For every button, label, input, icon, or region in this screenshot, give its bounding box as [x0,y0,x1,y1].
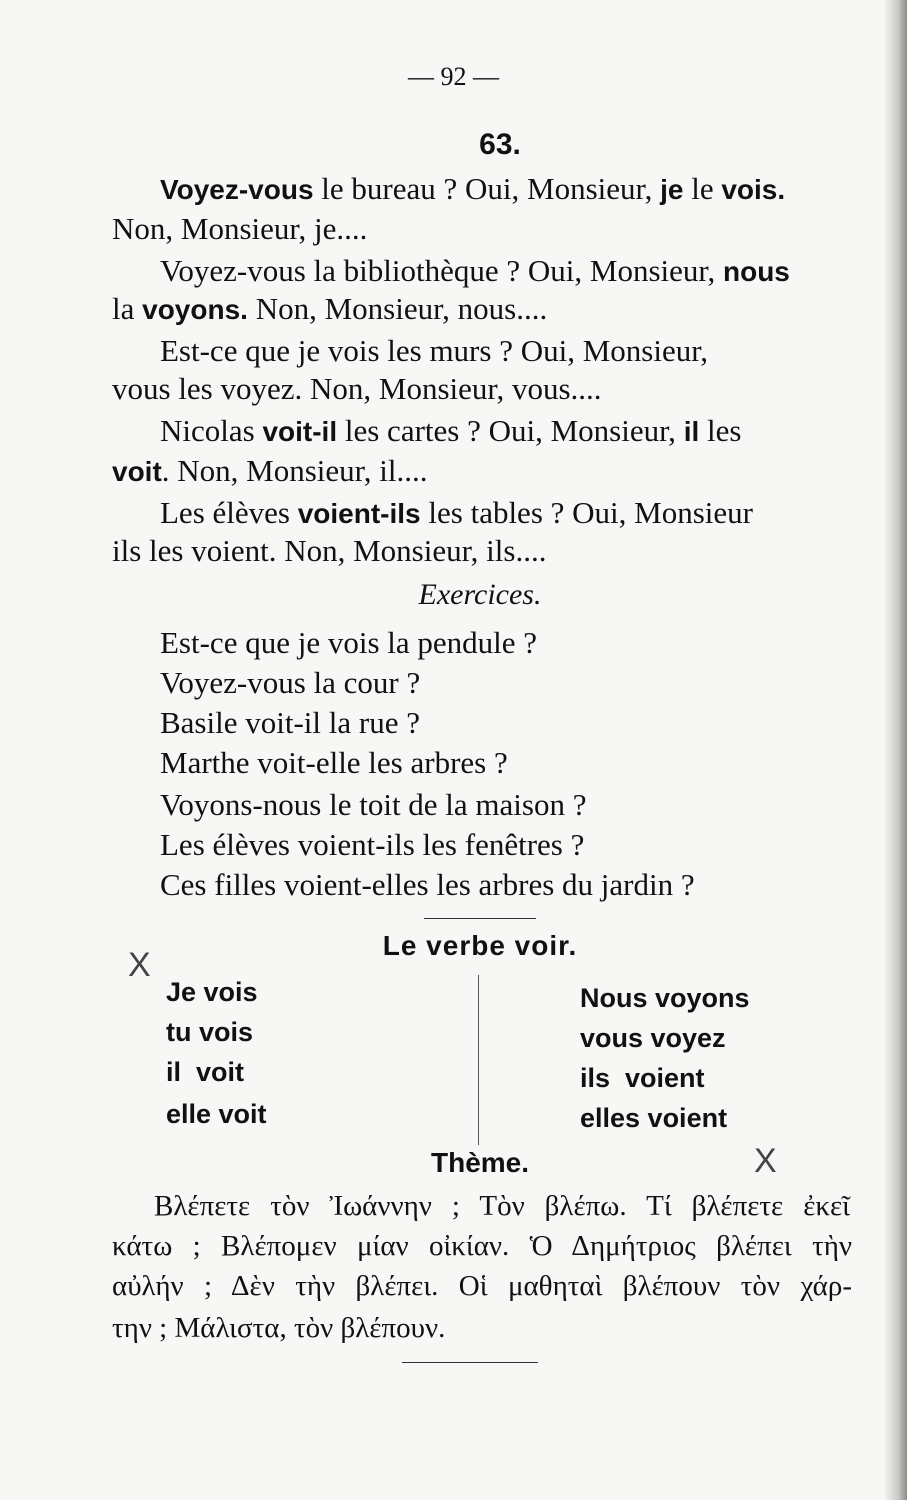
text-run: . Non, Monsieur, il.... [161,453,428,488]
conjugation-singular: Je vois [166,977,258,1007]
text-run: Non, Monsieur, je.... [112,211,368,246]
exercise-item: Ces filles voient-elles les arbres du jardin ? [160,867,695,902]
theme-line: κάτω ; Βλέπομεν μίαν οἰκίαν. Ὁ Δημήτριος βλέπει τὴν [112,1230,852,1262]
exercise-item: Basile voit-il la rue ? [160,705,420,740]
bold-text: je [660,174,684,205]
theme-line: την ; Μάλιστα, τὸν βλέπουν. [112,1312,446,1344]
paragraph-3-line-2 [112,370,862,408]
text-run: Voyez-vous la bibliothèque ? Oui, Monsieur, [160,253,723,288]
conjugation-plural: vous voyez [580,1023,726,1053]
divider [402,1362,538,1363]
conjugation-plural: elles voient [580,1103,728,1133]
section-number: 63. [479,128,521,161]
text-run: Non, Monsieur, nous.... [247,291,548,326]
text-run: le bureau ? Oui, Monsieur, [313,171,661,206]
margin-mark: X [128,946,151,984]
bold-text: Voyez-vous [160,174,314,205]
conjugation-plural: ils voient [580,1063,705,1093]
exercise-item: Les élèves voient-ils les fenêtres ? [160,827,585,862]
text-run: Est-ce que je vois les murs ? Oui, Monsieur, [160,333,709,368]
bold-text: voient-ils [297,498,421,529]
paragraph-2-line-1 [160,252,907,291]
conjugation-singular: elle voit [166,1099,267,1129]
exercise-item: Voyons-nous le toit de la maison ? [160,787,587,822]
theme-line: Βλέπετε τὸν Ἰωάννην ; Τὸν βλέπω. Τί βλέπετε ἐκεῖ [154,1190,850,1222]
text-run: les [699,413,742,448]
verb-title: Le verbe voir. [382,930,578,961]
text-run: les cartes ? Oui, Monsieur, [337,413,684,448]
margin-mark: X [754,1142,777,1180]
bold-text: vois. [721,174,786,205]
paragraph-5-line-2 [112,532,862,570]
bold-text: il [683,416,700,447]
bold-text: voit-il [262,416,338,447]
exercise-item: Voyez-vous la cour ? [160,665,421,700]
paragraph-3-line-1 [160,332,907,370]
bold-text: voit [112,456,162,487]
paragraph-2-line-2 [112,290,862,329]
text-run: le [683,171,722,206]
exercises-title: Exercices. [418,578,542,611]
text-run: ils les voient. Non, Monsieur, ils.... [112,533,547,568]
conjugation-plural: Nous voyons [580,983,750,1013]
exercise-item: Marthe voit-elle les arbres ? [160,745,508,780]
table-divider [478,975,479,1145]
text-run: la [112,291,143,326]
paragraph-5-line-1 [160,494,907,533]
text-run: vous les voyez. Non, Monsieur, vous.... [112,371,602,406]
theme-line: αὐλήν ; Δὲν τὴν βλέπει. Οἱ μαθηταὶ βλέπουν τὸν χάρ- [112,1270,852,1302]
conjugation-singular: il voit [166,1057,245,1087]
text-run: Nicolas [160,413,263,448]
text-run: Les élèves [160,495,298,530]
bold-text: nous [722,256,790,287]
theme-title: Thème. [430,1147,530,1178]
paragraph-4-line-1 [160,412,907,451]
bold-text: voyons. [142,294,248,325]
exercise-item: Est-ce que je vois la pendule ? [160,625,538,660]
conjugation-singular: tu vois [166,1017,254,1047]
paragraph-1-line-1 [160,170,907,209]
paragraph-4-line-2 [112,452,862,491]
divider [424,918,536,919]
paragraph-1-line-2 [112,210,862,248]
page-number: — 92 — [408,62,499,91]
text-run: les tables ? Oui, Monsieur [420,495,753,530]
